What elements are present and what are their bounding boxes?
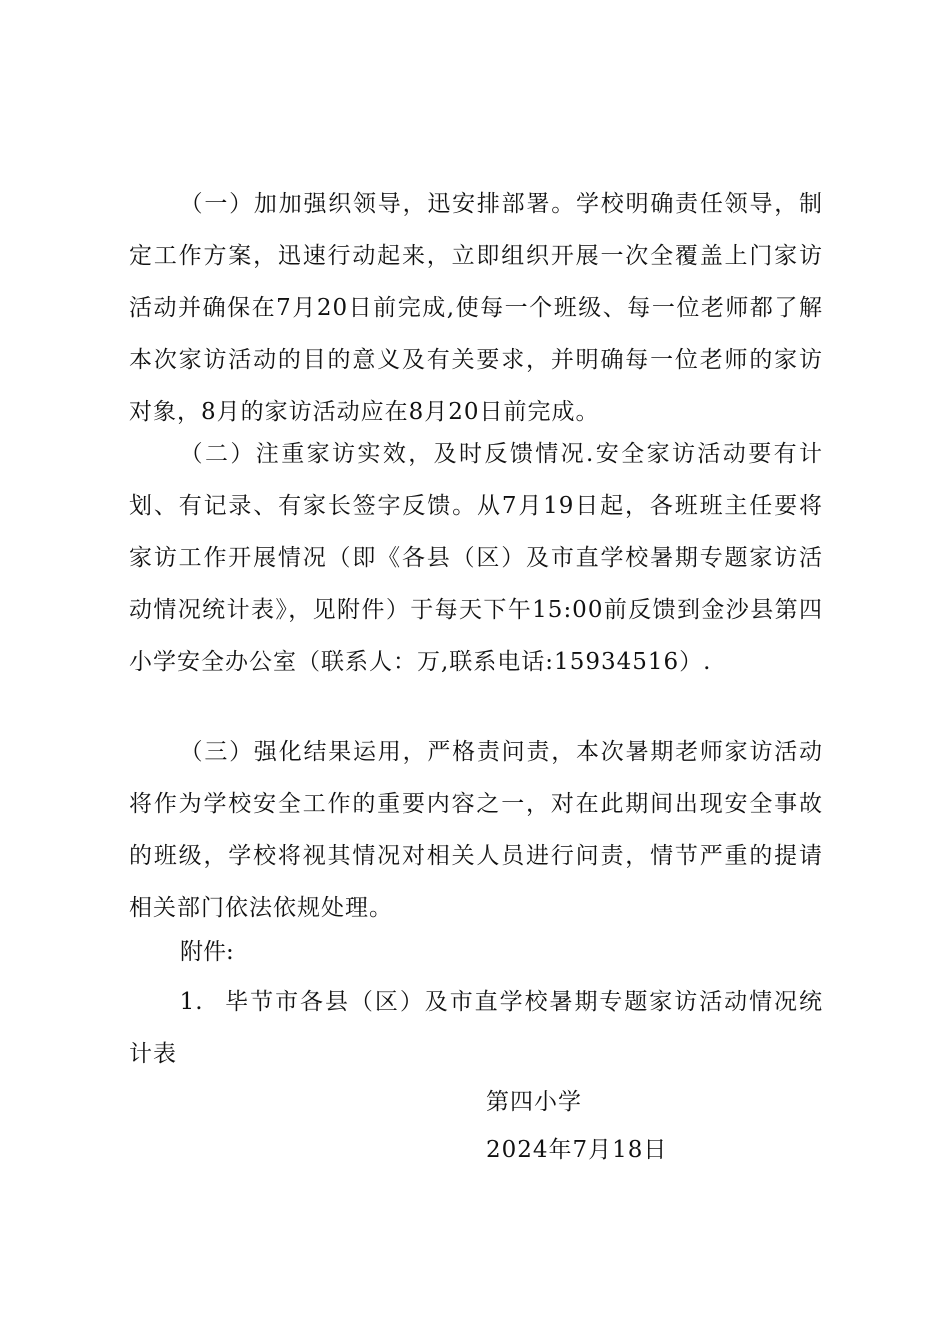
attachment-item-text: 毕节市各县（区）及市直学校暑期专题家访活动情况统计表 <box>129 989 823 1067</box>
signature-date: 2024年7月18日 <box>486 1137 668 1163</box>
paragraph-accountability: （三）强化结果运用，严格责问责，本次暑期老师家访活动将作为学校安全工作的重要内容之一，对在此期间出现安全事故的班级，学校将视其情况对相关人员进行问责，情节严重的提请相关部门依法依规处理。 <box>129 739 823 921</box>
attachment-item-number: 1. <box>179 989 204 1015</box>
attachment-label: 附件: <box>180 939 234 965</box>
attachment-item <box>129 976 823 1080</box>
paragraph-feedback: （二）注重家访实效，及时反馈情况.安全家访活动要有计划、有记录、有家长签字反馈。从7月19日起，各班班主任要将家访工作开展情况（即《各县（区）及市直学校暑期专题家访活动情况统计表》，见附件）于每天下午15:00前反馈到金沙县第四小学安全办公室（联系人：万,联系电话:15934516）. <box>129 441 823 675</box>
signature-organization: 第四小学 <box>486 1089 582 1115</box>
paragraph-leadership: （一）加加强织领导，迅安排部署。学校明确责任领导，制定工作方案，迅速行动起来，立即组织开展一次全覆盖上门家访活动并确保在7月20日前完成,使每一个班级、每一位老师都了解本次家访活动的目的意义及有关要求，并明确每一位老师的家访对象，8月的家访活动应在8月20日前完成。 <box>129 191 823 425</box>
